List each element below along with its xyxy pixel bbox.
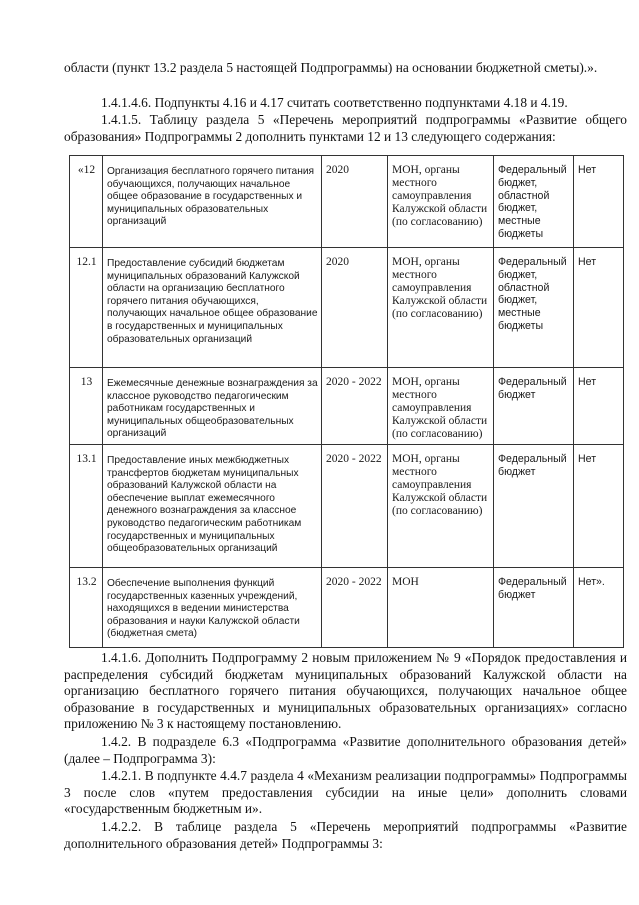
row-number: «12 bbox=[70, 156, 103, 248]
implementation-years: 2020 bbox=[322, 156, 388, 248]
table-row bbox=[70, 248, 624, 368]
responsible-executor: МОН bbox=[388, 568, 494, 648]
responsible-executor: МОН, органы местного самоуправления Калужской области (по согласованию) bbox=[388, 248, 494, 368]
flag-value: Нет bbox=[574, 445, 624, 568]
paragraph-1-4-2: 1.4.2. В подразделе 6.3 «Подпрограмма «Развитие дополнительного образования детей» (далее – Подпрограмма 3): bbox=[64, 734, 627, 766]
paragraph-1-4-1-4-6: 1.4.1.4.6. Подпункты 4.16 и 4.17 считать соответственно подпунктами 4.18 и 4.19. bbox=[101, 95, 568, 110]
row-number: 13 bbox=[70, 368, 103, 445]
funding-source: Федеральный бюджет bbox=[494, 445, 574, 568]
row-number: 12.1 bbox=[70, 248, 103, 368]
flag-value: Нет bbox=[574, 368, 624, 445]
paragraph-1-4-1-6: 1.4.1.6. Дополнить Подпрограмму 2 новым приложением № 9 «Порядок предоставления и распределения субсидий бюджетам муниципальных образований Калужской области на организацию бесплатного горячего питания обучающихся, получающих начальное общее образование в государственных и муниципальных образовательных организациях» согласно приложению № 3 к настоящему постановлению. bbox=[64, 650, 627, 732]
row-number: 13.1 bbox=[70, 445, 103, 568]
flag-value: Нет». bbox=[574, 568, 624, 648]
table-row bbox=[70, 368, 624, 445]
table-row bbox=[70, 156, 624, 248]
table-row bbox=[70, 445, 624, 568]
table-row bbox=[70, 568, 624, 648]
measure-name: Организация бесплатного горячего питания обучающихся, получающих начальное общее образование в государственных и муниципальных образовательных организаций bbox=[103, 156, 322, 248]
funding-source: Федеральный бюджет bbox=[494, 568, 574, 648]
responsible-executor: МОН, органы местного самоуправления Калужской области (по согласованию) bbox=[388, 368, 494, 445]
funding-source: Федеральный бюджет, областной бюджет, местные бюджеты bbox=[494, 156, 574, 248]
measure-name: Предоставление субсидий бюджетам муниципальных образований Калужской области на организацию бесплатного горячего питания обучающихся, получающих начальное общее образование в государственных и муниципальных образовательных организаций bbox=[103, 248, 322, 368]
implementation-years: 2020 bbox=[322, 248, 388, 368]
row-number: 13.2 bbox=[70, 568, 103, 648]
implementation-years: 2020 - 2022 bbox=[322, 368, 388, 445]
funding-source: Федеральный бюджет bbox=[494, 368, 574, 445]
implementation-years: 2020 - 2022 bbox=[322, 445, 388, 568]
paragraph-1-4-1-5: 1.4.1.5. Таблицу раздела 5 «Перечень мероприятий подпрограммы «Развитие общего образования» Подпрограммы 2 дополнить пунктами 12 и 13 следующего содержания: bbox=[64, 112, 627, 144]
funding-source: Федеральный бюджет, областной бюджет, местные бюджеты bbox=[494, 248, 574, 368]
flag-value: Нет bbox=[574, 248, 624, 368]
measure-name: Предоставление иных межбюджетных трансфертов бюджетам муниципальных образований Калужской области на обеспечение выплат ежемесячного денежного вознаграждения за классное руководство педагогическим работникам государственных и муниципальных общеобразовательных организаций bbox=[103, 445, 322, 568]
measure-name: Обеспечение выполнения функций государственных казенных учреждений, находящихся в ведении министерства образования и науки Калужской области (бюджетная смета) bbox=[103, 568, 322, 648]
flag-value: Нет bbox=[574, 156, 624, 248]
paragraph-continuation: области (пункт 13.2 раздела 5 настоящей Подпрограммы) на основании бюджетной сметы).». bbox=[64, 60, 598, 75]
paragraph-1-4-2-1: 1.4.2.1. В подпункте 4.4.7 раздела 4 «Механизм реализации подпрограммы» Подпрограммы 3 после слов «путем предоставления субсидии на иные цели» дополнить словами «государственным бюджетным и». bbox=[64, 768, 627, 817]
implementation-years: 2020 - 2022 bbox=[322, 568, 388, 648]
responsible-executor: МОН, органы местного самоуправления Калужской области (по согласованию) bbox=[388, 445, 494, 568]
measures-table bbox=[69, 155, 624, 648]
measure-name: Ежемесячные денежные вознаграждения за классное руководство педагогическим работникам государственных и муниципальных общеобразовательных организаций bbox=[103, 368, 322, 445]
paragraph-1-4-2-2: 1.4.2.2. В таблице раздела 5 «Перечень мероприятий подпрограммы «Развитие дополнительного образования детей» Подпрограммы 3: bbox=[64, 819, 627, 851]
responsible-executor: МОН, органы местного самоуправления Калужской области (по согласованию) bbox=[388, 156, 494, 248]
